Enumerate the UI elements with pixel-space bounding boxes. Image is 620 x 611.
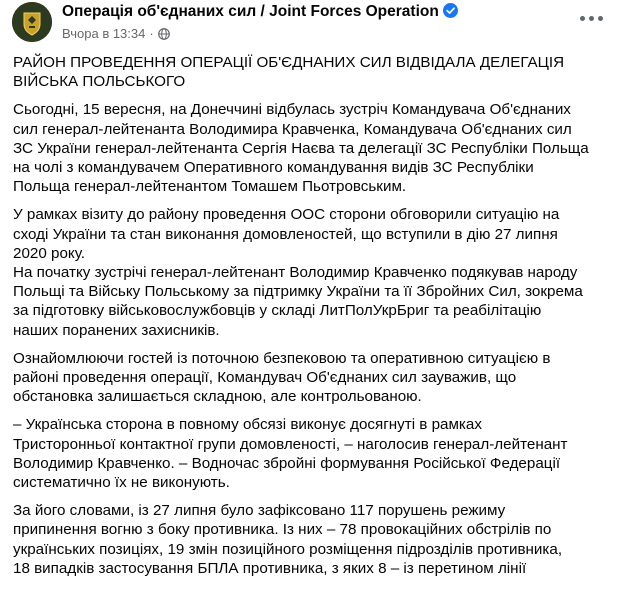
more-options-icon [598,16,603,21]
post-headline: РАЙОН ПРОВЕДЕННЯ ОПЕРАЦІЇ ОБ'ЄДНАНИХ СИЛ ВІДВІДАЛА ДЕЛЕГАЦІЯ ВІЙСЬКА ПОЛЬСЬКОГО [13,54,565,91]
post-timestamp[interactable]: Вчора в 13:34 [62,26,146,41]
post-paragraph: Ознайомлюючи гостей із поточною безпековою та оперативною ситуацією в районі проведення операції, Командувач Об'єднаних сил зауважив, що обстановка залишається складною, але контрольованою. [13,349,551,406]
more-options-icon [580,16,585,21]
meta-separator: · [149,26,154,41]
post-header [0,0,620,52]
military-emblem-icon [12,2,52,42]
post-paragraph: За його словами, із 27 липня було зафіксовано 117 порушень режиму припинення вогню з боку противника. Із них – 78 провокаційних обстрілів по українських позиціях, 19 змін позиційного розміщення підрозділів противника, 18 випадків застосування БПЛА противника, з яких 8 – із перетином лінії [13,502,563,577]
post-paragraph: У рамках візиту до району проведення ООС сторони обговорили ситуацію на сході України та стан виконання домовленостей, що вступили в дію 27 липня 2020 року. [13,206,560,262]
post-paragraph: – Українська сторона в повному обсязі виконує досягнуті в рамках Тристоронньої контактної групи домовленості, – наголосив генерал-лейтенант Володимир Кравченко. – Водночас збройні формування Російської Федерації систематично їх не виконують. [13,416,568,492]
post-paragraph: Сьогодні, 15 вересня, на Донеччині відбулась зустріч Командувача Об'єднаних сил генерал-лейтенанта Володимира Кравченка, Командувача Об'єднаних сил ЗС України генерал-лейтенанта Сергія Наєва та делегації ЗС Республіки Польща на чолі з командувачем Оперативного командування видів ЗС Республіки Польща генерал-лейтенантом Томашем Пьотровським. [13,101,589,196]
post-paragraph: На початку зустрічі генерал-лейтенант Володимир Кравченко подякував народу Польщі та Війську Польському за підтримку України та її Збройних Сил, зокрема за підготовку військовослужбовців у складі ЛитПолУкрБриг та реабілітацію наших поранених захисників. [13,264,583,339]
post-meta [62,26,170,41]
page-name-text: Операція об'єднаних сил / Joint Forces Operation [62,3,439,20]
page-avatar[interactable] [12,2,52,42]
post-body [13,53,613,587]
verified-badge-icon [443,3,458,18]
more-options-button[interactable] [576,8,606,28]
more-options-icon [589,16,594,21]
globe-icon [158,28,170,40]
page-name-link[interactable] [62,3,458,21]
